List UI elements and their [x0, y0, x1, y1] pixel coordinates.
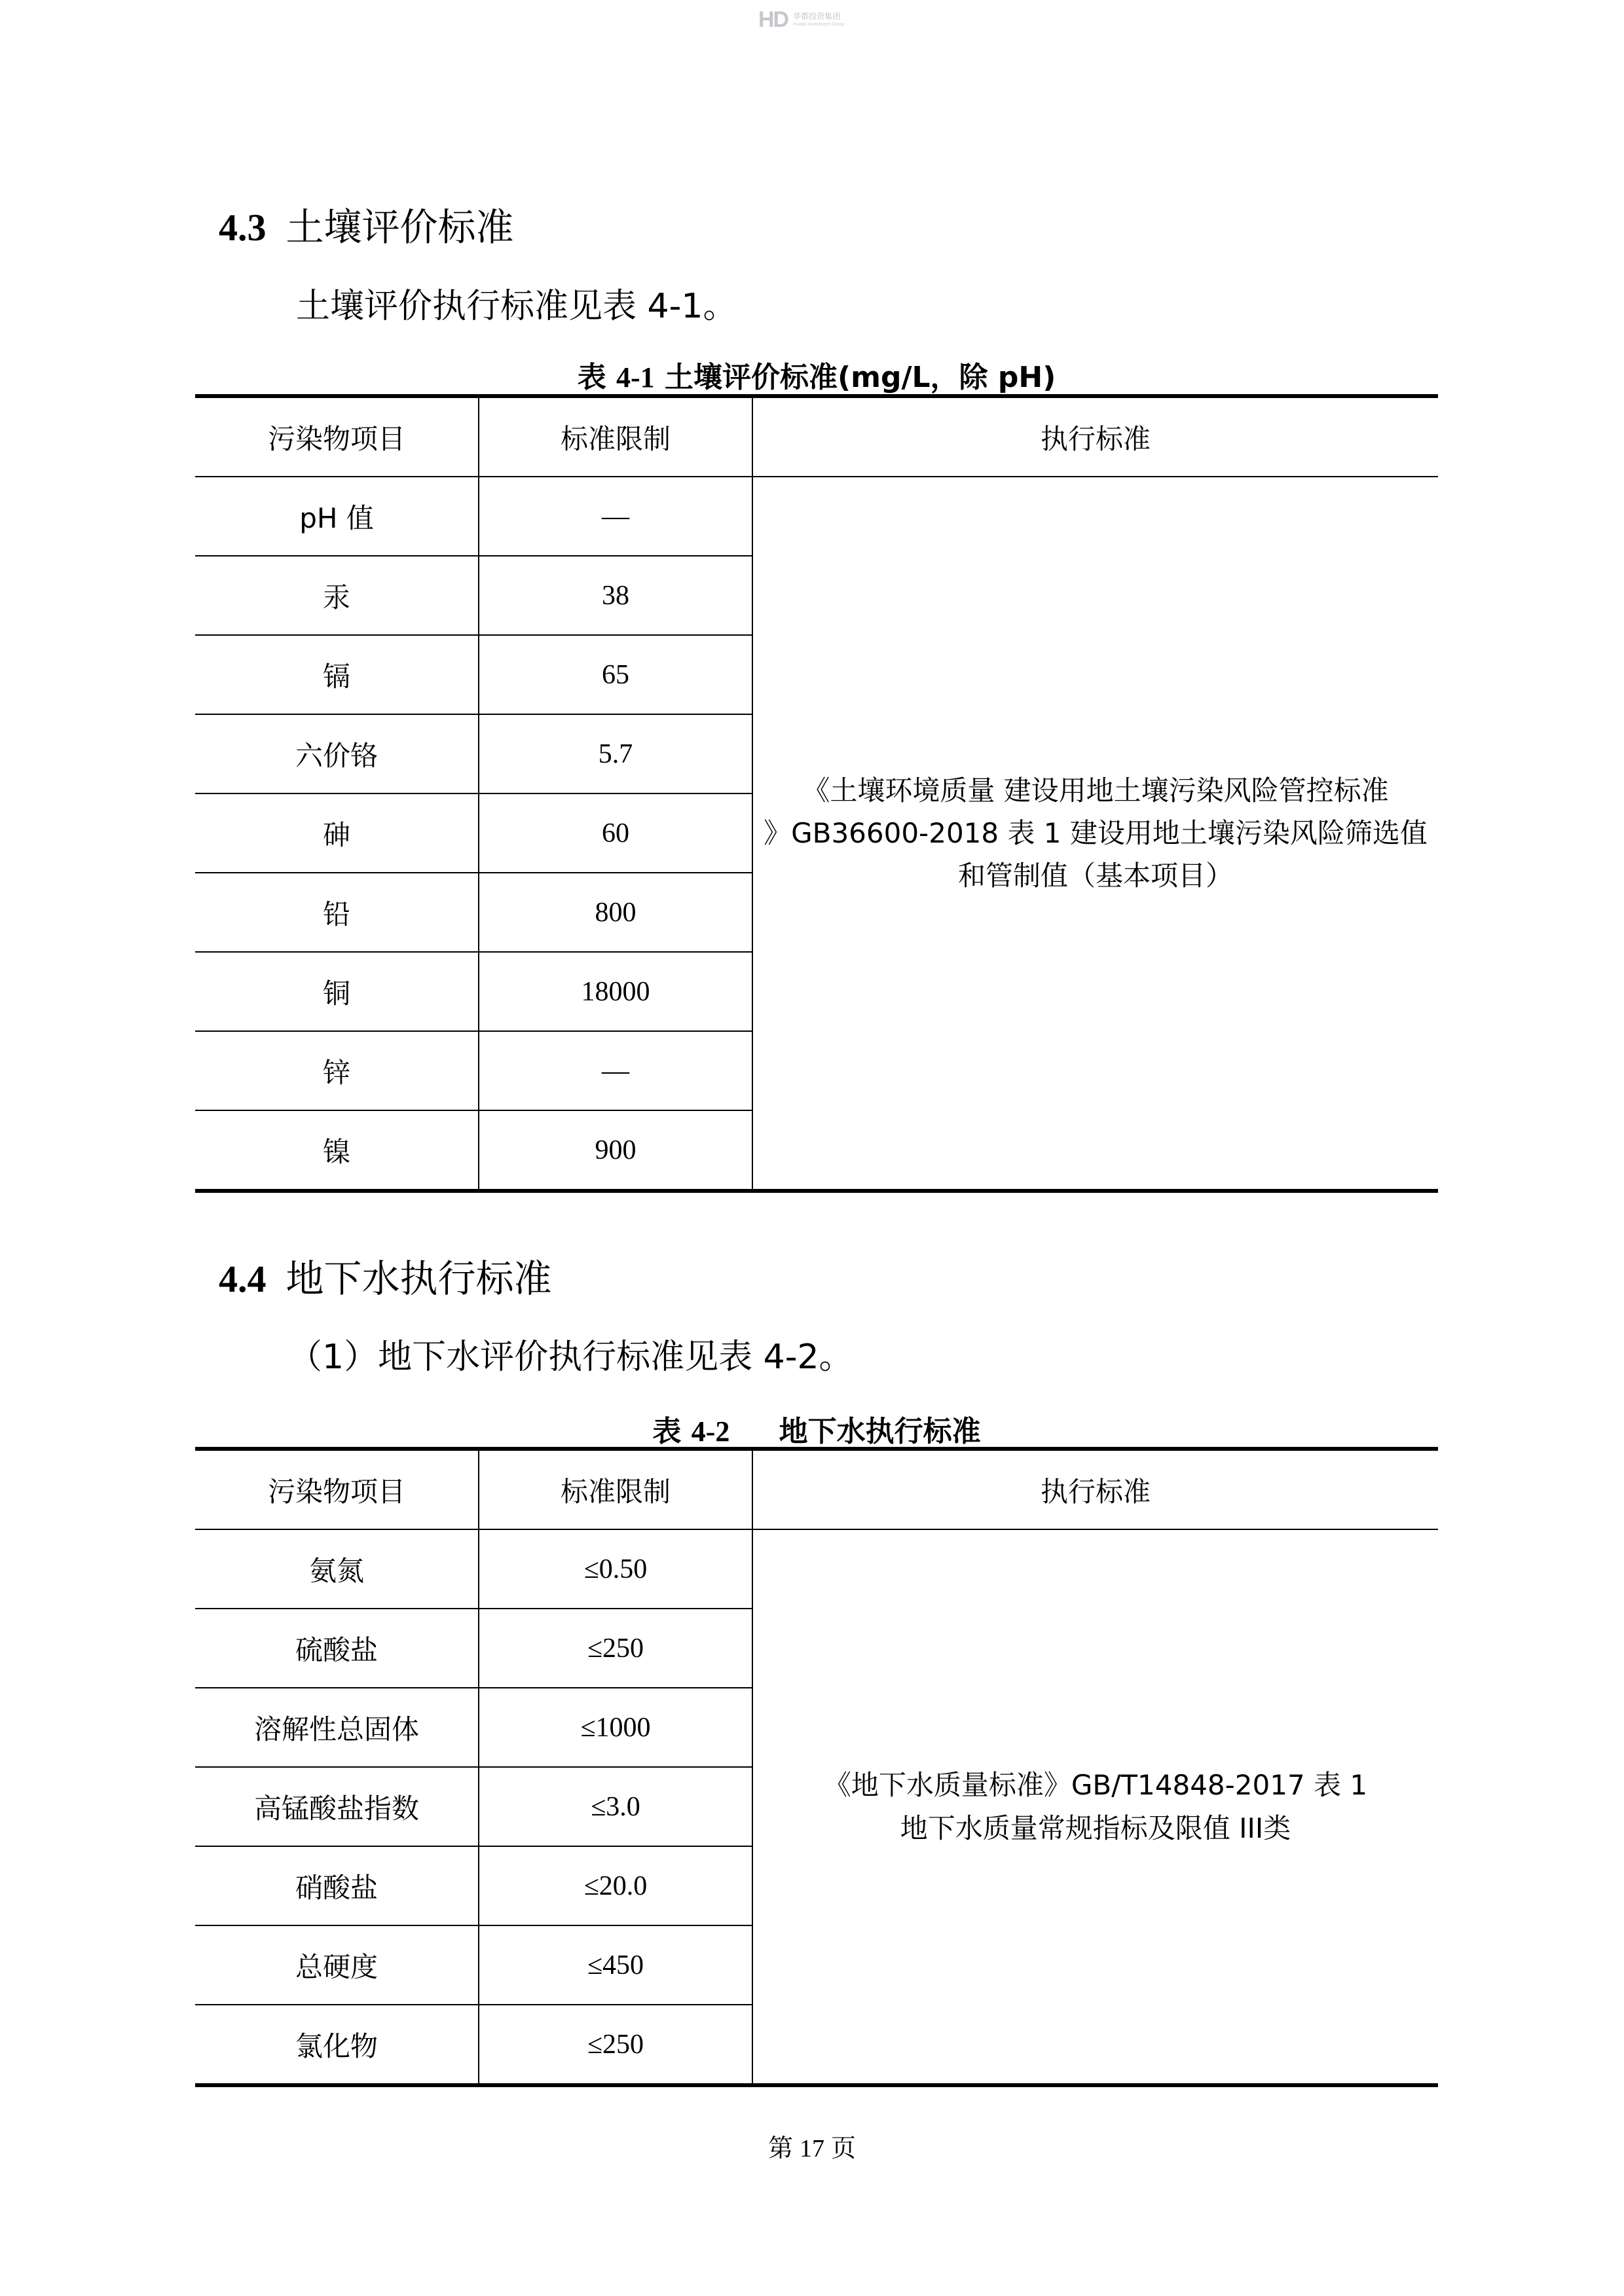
section-title: 土壤评价标准: [286, 205, 514, 249]
limit-cell: ≤450: [479, 1925, 752, 2005]
pollutant-cell: 六价铬: [195, 714, 479, 793]
standard-line: 《土壤环境质量 建设用地土壤污染风险管控标准: [802, 774, 1389, 807]
limit-cell: ≤250: [479, 1609, 752, 1688]
soil-standard-table: [195, 394, 1438, 1193]
standard-cell: [752, 477, 1438, 1191]
pollutant-cell: 硫酸盐: [195, 1609, 479, 1688]
company-name-en: Huadu Investment Group: [793, 22, 845, 27]
limit-cell: 65: [479, 635, 752, 714]
section-number: 4.3: [219, 206, 267, 249]
pollutant-cell: 锌: [195, 1031, 479, 1110]
page-prefix: 第: [767, 2134, 793, 2162]
limit-cell: —: [479, 1031, 752, 1110]
limit-cell: 60: [479, 793, 752, 873]
header-standard: 执行标准: [752, 1449, 1438, 1529]
company-logo-text: [793, 12, 844, 27]
caption-number: 4-1: [616, 361, 655, 393]
pollutant-cell: 溶解性总固体: [195, 1688, 479, 1767]
pollutant-cell: 砷: [195, 793, 479, 873]
header-pollutant: 污染物项目: [195, 396, 479, 477]
pollutant-cell: 汞: [195, 556, 479, 635]
header-standard: 执行标准: [752, 396, 1438, 477]
pollutant-cell: 硝酸盐: [195, 1846, 479, 1925]
page-value: 17: [800, 2135, 824, 2162]
pollutant-cell: 铅: [195, 873, 479, 952]
standard-line: 》GB36600-2018 表 1 建设用地土壤污染风险筛选值: [764, 816, 1428, 849]
limit-cell: ≤250: [479, 2005, 752, 2085]
section-number: 4.4: [219, 1258, 267, 1300]
limit-cell: 800: [479, 873, 752, 952]
caption-title: 地下水执行标准: [779, 1415, 981, 1448]
caption-title: 土壤评价标准(mg/L，除 pH): [665, 361, 1056, 394]
pollutant-cell: pH 值: [195, 477, 479, 556]
limit-cell: 38: [479, 556, 752, 635]
groundwater-standard-table: [195, 1447, 1438, 2087]
caption-prefix: 表: [652, 1415, 682, 1448]
header-logo: [758, 7, 870, 33]
limit-cell: ≤20.0: [479, 1846, 752, 1925]
table-header-row: [195, 396, 1438, 477]
standard-cell: [752, 1529, 1438, 2085]
page-number: [0, 2128, 1624, 2164]
limit-cell: —: [479, 477, 752, 556]
table-row: [195, 1529, 1438, 1609]
section-heading-4-3: [219, 196, 514, 251]
standard-line: 和管制值（基本项目）: [957, 860, 1233, 892]
table-row: [195, 477, 1438, 556]
table-caption-4-1: [195, 354, 1438, 395]
limit-cell: ≤0.50: [479, 1529, 752, 1609]
limit-cell: ≤1000: [479, 1688, 752, 1767]
section-paragraph-4-4: （1）地下水评价执行标准见表 4-2。: [288, 1338, 853, 1377]
page-suffix: 页: [831, 2134, 857, 2162]
section-heading-4-4: [219, 1248, 552, 1303]
header-pollutant: 污染物项目: [195, 1449, 479, 1529]
standard-line: 地下水质量常规指标及限值 III类: [900, 1812, 1291, 1844]
pollutant-cell: 氨氮: [195, 1529, 479, 1609]
table-caption-4-2: [195, 1408, 1438, 1449]
table-header-row: [195, 1449, 1438, 1529]
company-name-cn: 华都投资集团: [793, 12, 841, 21]
pollutant-cell: 镍: [195, 1110, 479, 1191]
header-limit: 标准限制: [479, 1449, 752, 1529]
limit-cell: 18000: [479, 952, 752, 1031]
pollutant-cell: 总硬度: [195, 1925, 479, 2005]
section-paragraph-4-3: 土壤评价执行标准见表 4-1。: [296, 287, 737, 326]
pollutant-cell: 镉: [195, 635, 479, 714]
header-limit: 标准限制: [479, 396, 752, 477]
pollutant-cell: 氯化物: [195, 2005, 479, 2085]
standard-line: 《地下水质量标准》GB/T14848-2017 表 1: [823, 1769, 1368, 1802]
pollutant-cell: 铜: [195, 952, 479, 1031]
limit-cell: 5.7: [479, 714, 752, 793]
caption-number: 4-2: [691, 1415, 730, 1448]
caption-prefix: 表: [577, 361, 606, 394]
limit-cell: 900: [479, 1110, 752, 1191]
pollutant-cell: 高锰酸盐指数: [195, 1767, 479, 1846]
limit-cell: ≤3.0: [479, 1767, 752, 1846]
section-title: 地下水执行标准: [286, 1256, 552, 1301]
company-logo-mark: HD: [758, 7, 788, 32]
